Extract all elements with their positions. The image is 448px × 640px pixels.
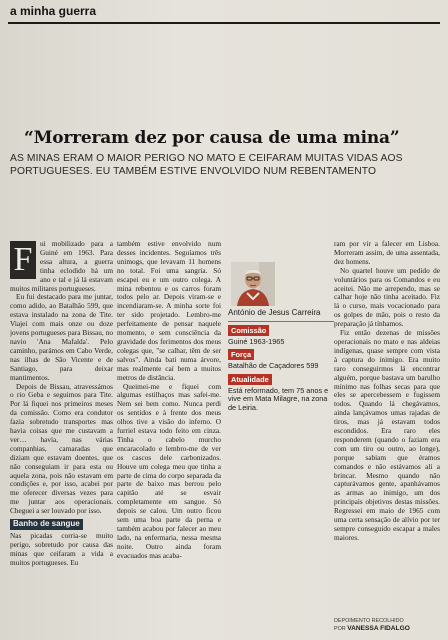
body-paragraph: Fiz então dezenas de missões operacionais no mato e nas aldeias indígenas, quase sempre com vista à captura do inimigo. Era muito raro conseguirmos lá encontrar alguém, porque bastava um barulho mínimo nas folhas secas para que eles se apercebessem e fugissem todos. Quando lá chegávamos, ainda lançávamos umas rajadas de tiros, mas já estavam todos escondidos. Era raro eles responderem (quando o faziam era com um tiro ou outro, ao longe), porque sabiam que éramos comandos e não estávamos ali a brincar. Mesmo quando não capturávamos gente, apanhávamos as armas ao inimigo, um dos principais objetivos destas missões. Regressei em maio de 1965 com uma certa sensação de alívio por ter sempre conseguido escapar a males maiores. [334, 328, 440, 542]
profile-box [228, 308, 334, 412]
force-label: Força [228, 349, 254, 360]
credit-prefix: POR [334, 626, 346, 632]
divider [228, 321, 334, 322]
current-status-label: Atualidade [228, 374, 272, 385]
body-paragraph: Queimei-me e fiquei com algumas estilhaços mas safei-me. Nem sei bem como. Nunca perdi os sentidos e à frente dos meus olhos tive a visão do inferno. O furriel estava todo feito em cinza. Tinha o cabelo murcho encaracolado e lembro-me de ver os cascos dele carbonizados. Houve um colega meu que tinha a parte de cima do corpo separada da parte de baixo mas berrou pelo capitão até se esvair completamente em sangue. Só depois se calou. Um outro ficou sem uma boa parte da perna e também acabou por falecer ao meu lado, na enfermaria, nessa mesma noite. Outro ainda foram evacuados mas acaba- [117, 381, 221, 560]
credit-line: DEPOIMENTO RECOLHIDO [334, 618, 404, 624]
body-paragraph: Eu fui destacado para me juntar, como adido, ao Batalhão 599, que estava instalado na zona de Tite. Viajei com mais onze ou doze jovens portugueses para Bissau, no navio 'Ana Mafalda'. Pelo caminho, parámos em Cabo Verde, nas ilhas de São Vicente e de Santiago, para deixar mantimentos. [10, 292, 113, 382]
commission-value: Guiné 1963-1965 [228, 336, 285, 346]
body-paragraph: ram por vir a falecer em Lisboa. Morreram assim, de uma assentada, dez homens. [334, 240, 440, 266]
section-title: a minha guerra [10, 4, 97, 18]
subsection-heading: Banho de sangue [10, 519, 83, 530]
lead-paragraph: ui mobilizado para a Guiné em 1963. Para essa altura, a guerra tinha eclodido há um ano e tal e já lá estavam muitos militares portugueses. [10, 240, 113, 293]
article-subhead: AS MINAS ERAM O MAIOR PERIGO NO MATO E CEIFARAM MUITAS VIDAS AOS PORTUGUESES. EU TAMBÉM ESTIVE ENVOLVIDO NUM REBENTAMENTO [10, 153, 403, 177]
body-paragraph: Nas picadas corria-se muito perigo, sobretudo por causa das minas que ceifaram a vida a muitos portugueses. Eu [10, 531, 113, 567]
body-paragraph: também estive envolvido num desses incidentes. Seguíamos três unimogs, que levavam 11 homens no total. Foi uma sangria. Só escapei eu e um outro colega. A mina rebentou e os carros foram todos pelo ar. Depois viram-se e incendiaram-se. A minha sorte foi ter sido projetado. Lembro-me perfeitamente de pensar naquele momento, e sem consciência da gravidade dos ferimentos dos meus colegas que, "se calhar, têm de ser salvos". Ainda bati numa árvore, mas realmente caí bem a muitos metros de distância. [117, 240, 221, 382]
body-paragraph: Depois de Bissau, atravessámos o rio Geba e seguimos para Tite. Por lá fiquei nos primeiros meses da comissão. Como era condutor fazia sobretudo transportes mas havia coisas que me custavam a ver… havia, nas várias companhias, camaradas que diziam que estavam doentes, que não conseguiam ir para esta ou aquela zona, pois não estavam em condições e, por isso, acabei por me oferecer diversas vezes para me juntar aos operacionais. Cheguei a ser louvado por isso. [10, 381, 113, 516]
profile-name: António de Jesus Carreira [228, 308, 321, 317]
portrait-photo [231, 262, 275, 306]
article-column-4 [334, 240, 440, 600]
body-paragraph: No quartel houve um pedido de voluntários para os Comandos e eu aceitei. Não me arrependo, mas se calhar hoje não tinha aceitado. Fiz lá o curso, mais vocacionado para os golpes de mão, pois o resto da preparação já tínhamos. [334, 265, 440, 329]
article-column-1 [10, 240, 113, 635]
article-column-2 [117, 240, 221, 620]
portrait-illustration [231, 262, 275, 306]
article-headline: “Morreram dez por causa de uma mina” [24, 128, 400, 148]
commission-label: Comissão [228, 325, 269, 336]
credit-author: VANESSA FIDALGO [347, 625, 410, 632]
force-value: Batalhão de Caçadores 599 [228, 361, 319, 371]
byline-credit [334, 618, 442, 633]
current-status-value: Está reformado, tem 75 anos e vive em Mata Milagre, na zona de Leiria. [228, 385, 329, 412]
drop-cap: F [10, 241, 36, 279]
